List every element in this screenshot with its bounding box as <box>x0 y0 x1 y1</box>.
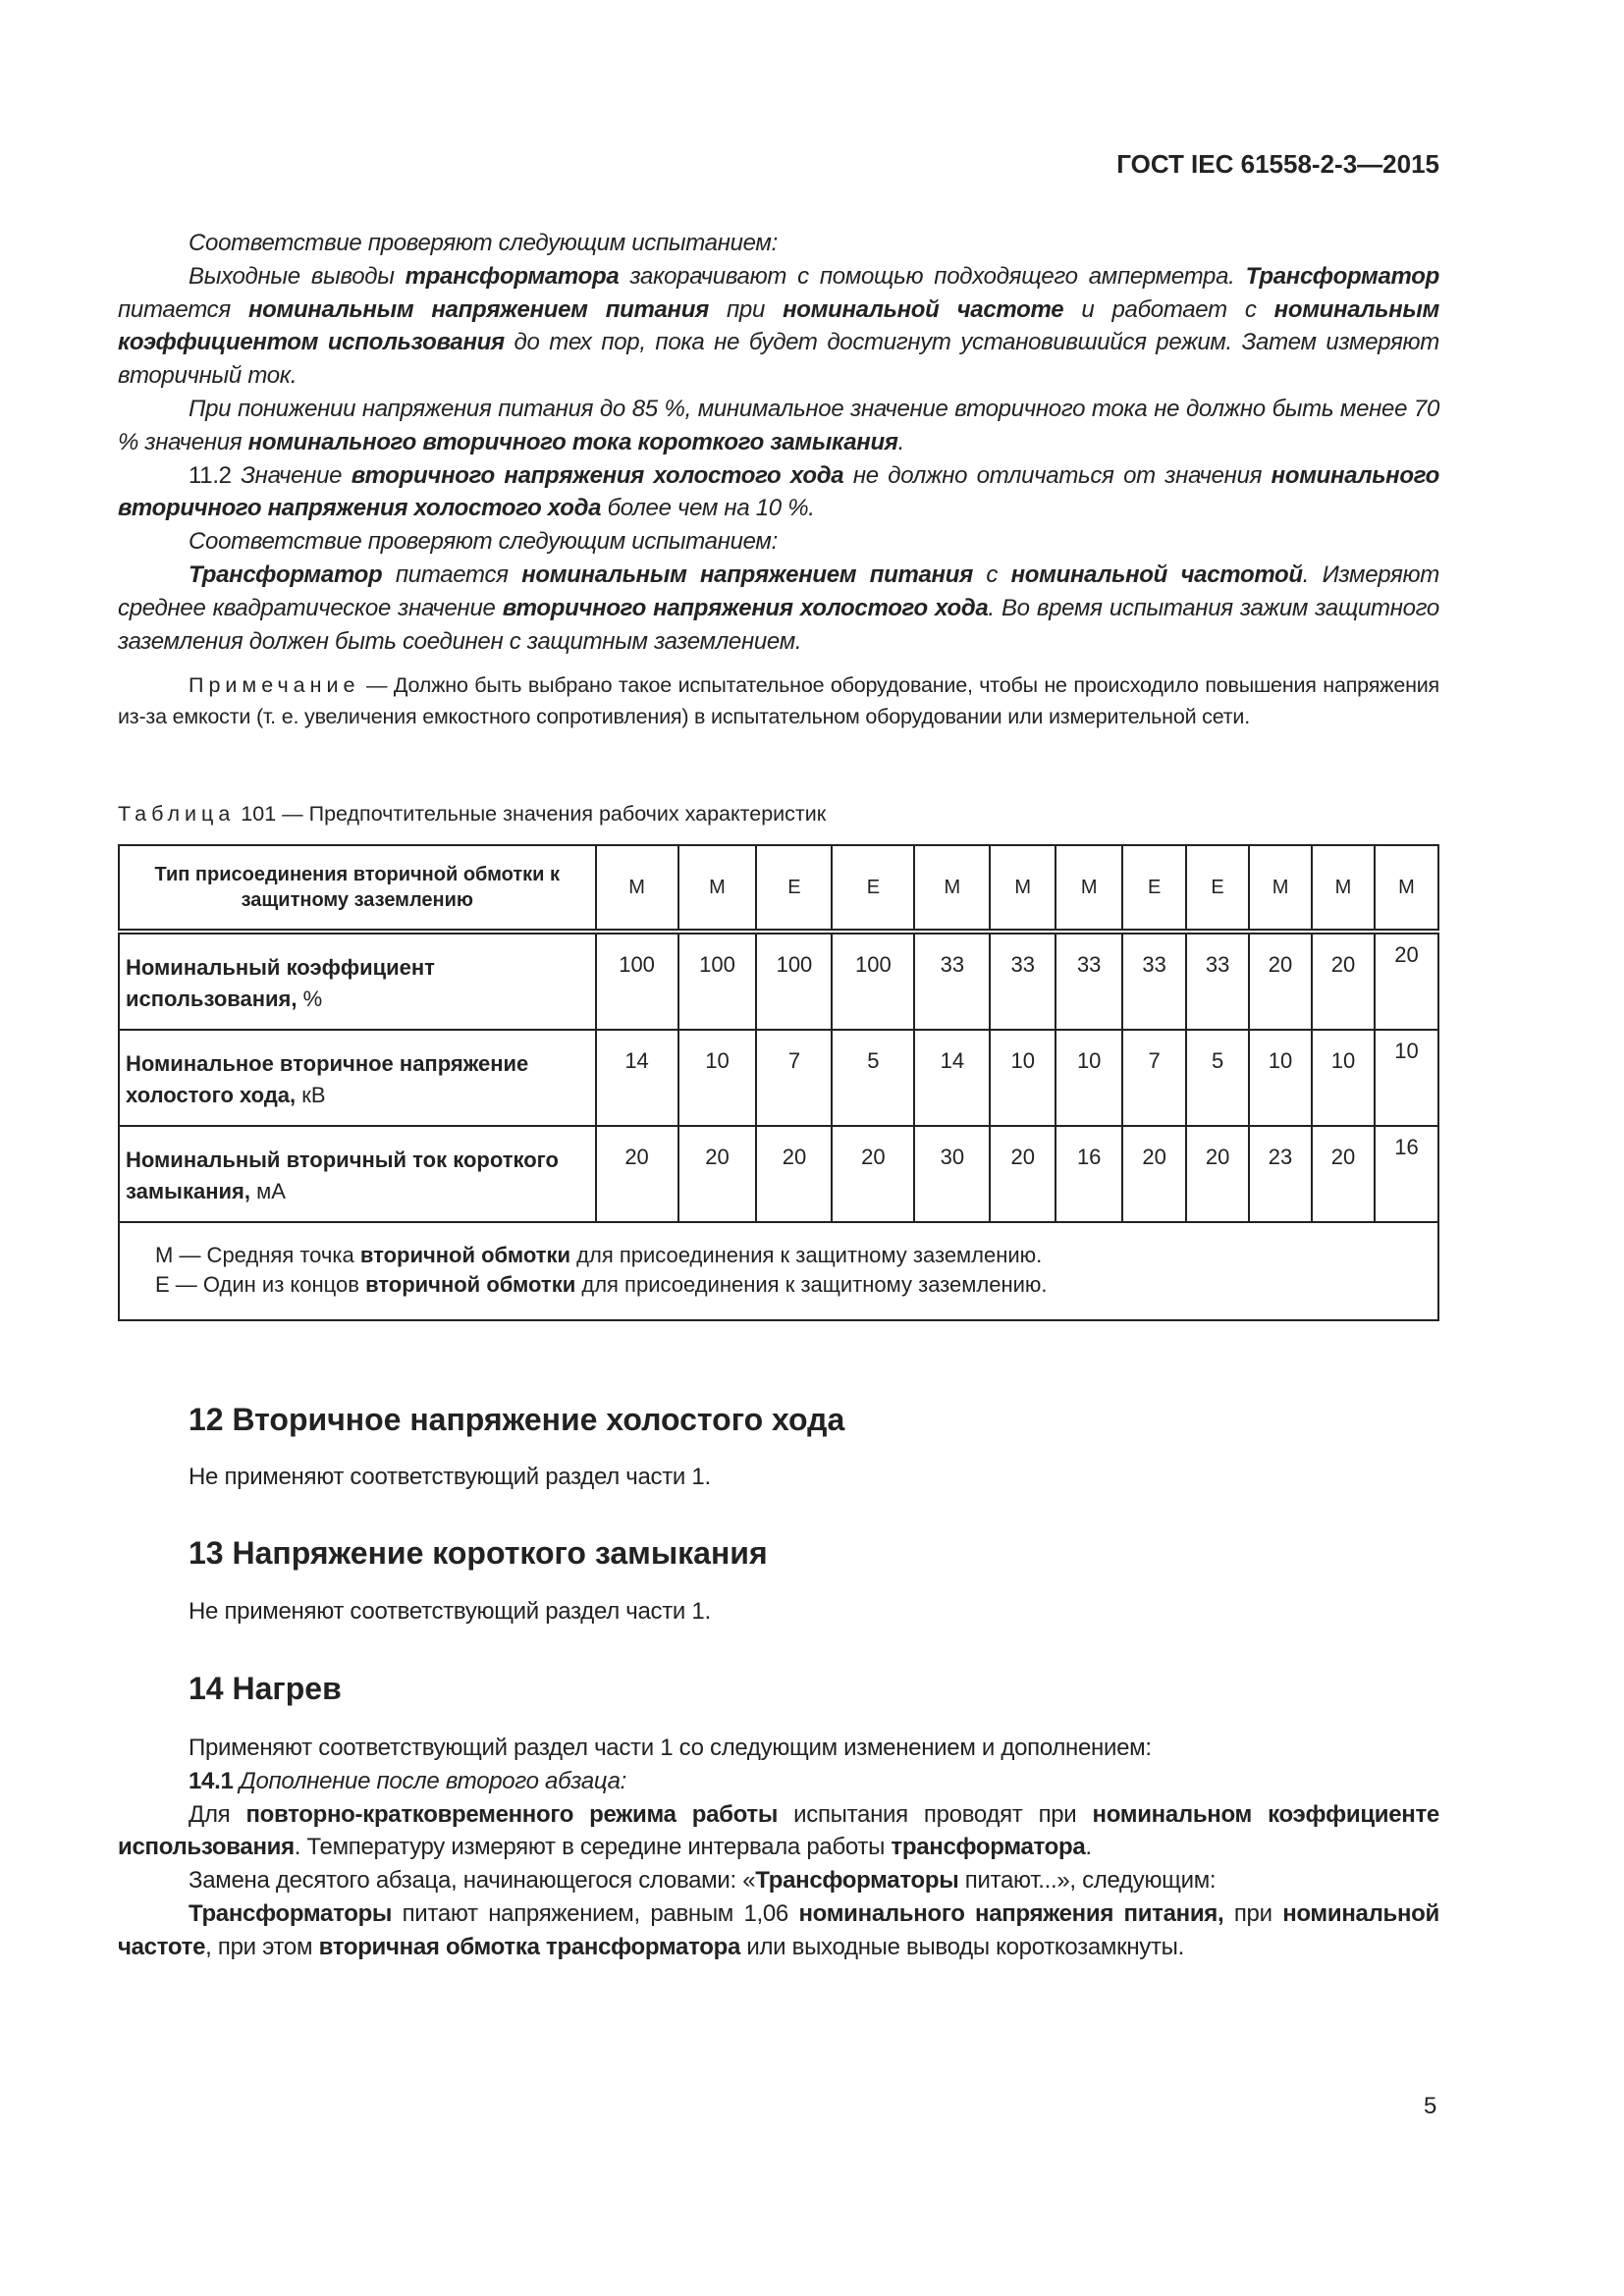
bold-term: номинальным напряжением питания <box>521 561 973 588</box>
text-run: , при этом <box>205 1933 319 1960</box>
value-cell: 20 <box>596 1126 678 1222</box>
paragraph <box>118 525 1439 559</box>
text-run: и работает с <box>1063 295 1274 323</box>
row-unit: кВ <box>296 1083 326 1107</box>
bold-term: номинального вторичного тока короткого замыкания <box>247 428 898 455</box>
connection-type-cell: M <box>914 845 990 932</box>
value-cell: 33 <box>1056 932 1122 1030</box>
text-run: . Во время испытания зажим защитного заземления должен быть соединен с защитным заземлением. <box>118 594 1439 655</box>
bold-term: номинальным коэффициентом использования <box>118 295 1439 356</box>
text-run: при <box>1223 1899 1283 1927</box>
value-cell: 16 <box>1056 1126 1122 1222</box>
value-cell: 33 <box>1122 932 1186 1030</box>
text-run: . Измеряют среднее квадратическое значение <box>118 561 1439 621</box>
row-unit: % <box>297 987 323 1011</box>
paragraph <box>118 1798 1439 1865</box>
section-13-heading: 13 Напряжение короткого замыкания <box>189 1535 768 1571</box>
value-cell: 10 <box>1312 1030 1375 1126</box>
row-label-cell <box>119 1126 596 1222</box>
text-run: Замена десятого абзаца, начинающегося словами: « <box>189 1867 756 1895</box>
value-cell: 20 <box>756 1126 832 1222</box>
text-run: при <box>708 295 784 323</box>
table-row <box>119 932 1438 1030</box>
text-run: испытания проводят при <box>778 1800 1093 1828</box>
value-cell: 100 <box>678 932 757 1030</box>
bold-term: номинальном коэффициенте использования <box>118 1800 1439 1861</box>
value-cell: 14 <box>596 1030 678 1126</box>
text-run: . <box>897 428 905 455</box>
value-cell: 7 <box>756 1030 832 1126</box>
paragraph <box>118 459 1439 526</box>
value-cell: 33 <box>990 932 1056 1030</box>
row-label: Номинальный коэффициент использования, <box>126 955 435 1011</box>
table-row <box>119 1030 1438 1126</box>
value-cell: 33 <box>914 932 990 1030</box>
connection-type-cell: E <box>832 845 914 932</box>
table-footnote-row <box>119 1222 1438 1320</box>
bold-term: вторичная обмотка трансформатора <box>318 1933 740 1960</box>
bold-term: вторичной обмотки <box>365 1272 576 1297</box>
text-run: до тех пор, пока не будет достигнут установившийся режим. Затем измеряют вторичный ток. <box>118 329 1439 390</box>
value-cell: 20 <box>990 1126 1056 1222</box>
bold-term: вторичного напряжения холостого хода <box>502 594 989 621</box>
bold-term: трансформатора <box>891 1834 1086 1861</box>
value-cell: 5 <box>1186 1030 1249 1126</box>
footnote <box>155 1241 1402 1270</box>
text-run: питается <box>118 295 248 323</box>
value-cell: 10 <box>678 1030 757 1126</box>
value-cell: 33 <box>1186 932 1249 1030</box>
row-unit: мА <box>249 1179 286 1203</box>
bold-term: номинальным напряжением питания <box>247 295 709 323</box>
note-text: — Должно быть выбрано такое испытательное оборудование, чтобы не происходило повышения напряжения из-за емкости (т. е. увеличения емкостного сопротивления) в испытательном оборудовании или измерительной сети. <box>118 673 1439 728</box>
value-cell: 10 <box>1056 1030 1122 1126</box>
table-caption-label: Таблица <box>118 802 236 826</box>
body-text-block <box>118 227 1439 658</box>
bold-term: номинального напряжения питания, <box>798 1899 1224 1927</box>
row-label: Номинальный вторичный ток короткого замыкания, <box>126 1148 559 1203</box>
paragraph <box>118 1864 1439 1897</box>
value-cell: 7 <box>1122 1030 1186 1126</box>
text-run: М — Средняя точка <box>155 1243 360 1267</box>
bold-term: Трансформатор <box>1245 262 1439 290</box>
bold-term: номинального вторичного напряжения холостого хода <box>118 461 1439 522</box>
paragraph <box>118 1765 1439 1798</box>
bold-term: 14.1 <box>189 1767 234 1794</box>
value-cell: 20 <box>1312 1126 1375 1222</box>
text-run: При понижении напряжения питания до 85 %, минимальное значение вторичного тока не должно быть менее 70 % значения <box>118 395 1439 455</box>
text-run: Соответствие проверяют следующим испытанием: <box>189 528 778 556</box>
paragraph <box>118 393 1439 459</box>
footnotes-cell <box>119 1222 1438 1320</box>
text-run: . <box>1085 1834 1092 1861</box>
value-cell: 23 <box>1249 1126 1312 1222</box>
connection-type-cell: M <box>1312 845 1375 932</box>
value-cell: 100 <box>756 932 832 1030</box>
paragraph <box>118 1897 1439 1964</box>
value-cell: 10 <box>1375 1030 1438 1126</box>
value-cell: 16 <box>1375 1126 1438 1222</box>
table-row <box>119 1126 1438 1222</box>
text-run: Применяют соответствующий раздел части 1 со следующим изменением и дополнением: <box>189 1735 1152 1761</box>
value-cell: 10 <box>1249 1030 1312 1126</box>
value-cell: 14 <box>914 1030 990 1126</box>
row-label-cell <box>119 932 596 1030</box>
bold-term: Трансформаторы <box>755 1867 959 1895</box>
bold-term: номинальной частотой <box>1010 561 1303 588</box>
connection-type-cell: M <box>596 845 678 932</box>
section-12-text: Не применяют соответствующий раздел части 1. <box>189 1464 711 1490</box>
text-run: Для <box>189 1800 246 1828</box>
value-cell: 30 <box>914 1126 990 1222</box>
value-cell: 5 <box>832 1030 914 1126</box>
header-label-cell: Тип присоединения вторичной обмотки к защитному заземлению <box>119 845 596 932</box>
value-cell: 20 <box>1249 932 1312 1030</box>
text-run: закорачивают с помощью подходящего амперметра. <box>619 262 1246 290</box>
connection-type-cell: M <box>678 845 757 932</box>
bold-term: Трансформатор <box>189 561 383 588</box>
text-run: с <box>972 561 1011 588</box>
connection-type-cell: E <box>756 845 832 932</box>
connection-type-cell: E <box>1186 845 1249 932</box>
connection-type-cell: M <box>990 845 1056 932</box>
row-label: Номинальное вторичное напряжение холостого хода, <box>126 1051 529 1107</box>
text-run: Е — Один из концов <box>155 1272 366 1297</box>
text-run: для присоединения к защитному заземлению. <box>570 1243 1043 1267</box>
text-run: более чем на 10 %. <box>601 495 815 522</box>
bold-term: трансформатора <box>405 262 620 290</box>
table-header-row <box>119 845 1438 932</box>
bold-term: повторно-кратковременного режима работы <box>245 1800 779 1828</box>
note <box>118 670 1439 732</box>
paragraph <box>118 260 1439 393</box>
text-run: для присоединения к защитному заземлению. <box>575 1272 1048 1297</box>
text-run: Значение <box>241 461 352 489</box>
connection-type-cell: E <box>1122 845 1186 932</box>
footnote <box>155 1270 1402 1300</box>
value-cell: 20 <box>1312 932 1375 1030</box>
value-cell: 20 <box>832 1126 914 1222</box>
paragraph <box>118 1732 1439 1765</box>
text-run: питают напряжением, равным 1,06 <box>392 1899 799 1927</box>
table-caption <box>118 802 826 827</box>
value-cell: 20 <box>1186 1126 1249 1222</box>
value-cell: 20 <box>1122 1126 1186 1222</box>
section-12-heading: 12 Вторичное напряжение холостого хода <box>189 1402 845 1437</box>
table-caption-text: 101 — Предпочтительные значения рабочих характеристик <box>241 802 827 826</box>
document-code-header: ГОСТ IEC 61558-2-3—2015 <box>1116 149 1439 179</box>
value-cell: 100 <box>832 932 914 1030</box>
paragraph <box>118 227 1439 260</box>
text-run: или выходные выводы короткозамкнуты. <box>740 1933 1184 1960</box>
connection-type-cell: M <box>1056 845 1122 932</box>
section-14-heading: 14 Нагрев <box>189 1671 342 1706</box>
bold-term: Трансформаторы <box>189 1899 393 1927</box>
text-run: . Температуру измеряют в середине интервала работы <box>294 1834 892 1861</box>
text-run: питают...», следующим: <box>958 1867 1217 1895</box>
value-cell: 20 <box>678 1126 757 1222</box>
connection-type-cell: M <box>1249 845 1312 932</box>
bold-term: номинальной частоте <box>118 1899 1439 1960</box>
row-label-cell <box>119 1030 596 1126</box>
bold-term: номинальной частоте <box>783 295 1064 323</box>
characteristics-table <box>118 844 1439 1321</box>
value-cell: 100 <box>596 932 678 1030</box>
text-run: не должно отличаться от значения <box>843 461 1272 489</box>
value-cell: 10 <box>990 1030 1056 1126</box>
bold-term: вторичного напряжения холостого хода <box>351 461 844 489</box>
section-14-body <box>118 1732 1439 1964</box>
value-cell: 20 <box>1375 932 1438 1030</box>
paragraph <box>118 559 1439 658</box>
bold-term: вторичной обмотки <box>359 1243 571 1267</box>
text-run: 11.2 <box>189 461 242 489</box>
text-run: Дополнение после второго абзаца: <box>233 1767 627 1794</box>
text-run: Выходные выводы <box>189 262 406 290</box>
connection-type-cell: M <box>1375 845 1438 932</box>
section-13-text: Не применяют соответствующий раздел части 1. <box>189 1598 711 1625</box>
note-label: Примечание <box>189 673 360 697</box>
page-number: 5 <box>1424 2093 1437 2119</box>
text-run: Соответствие проверяют следующим испытанием: <box>189 230 778 256</box>
text-run: питается <box>382 561 522 588</box>
